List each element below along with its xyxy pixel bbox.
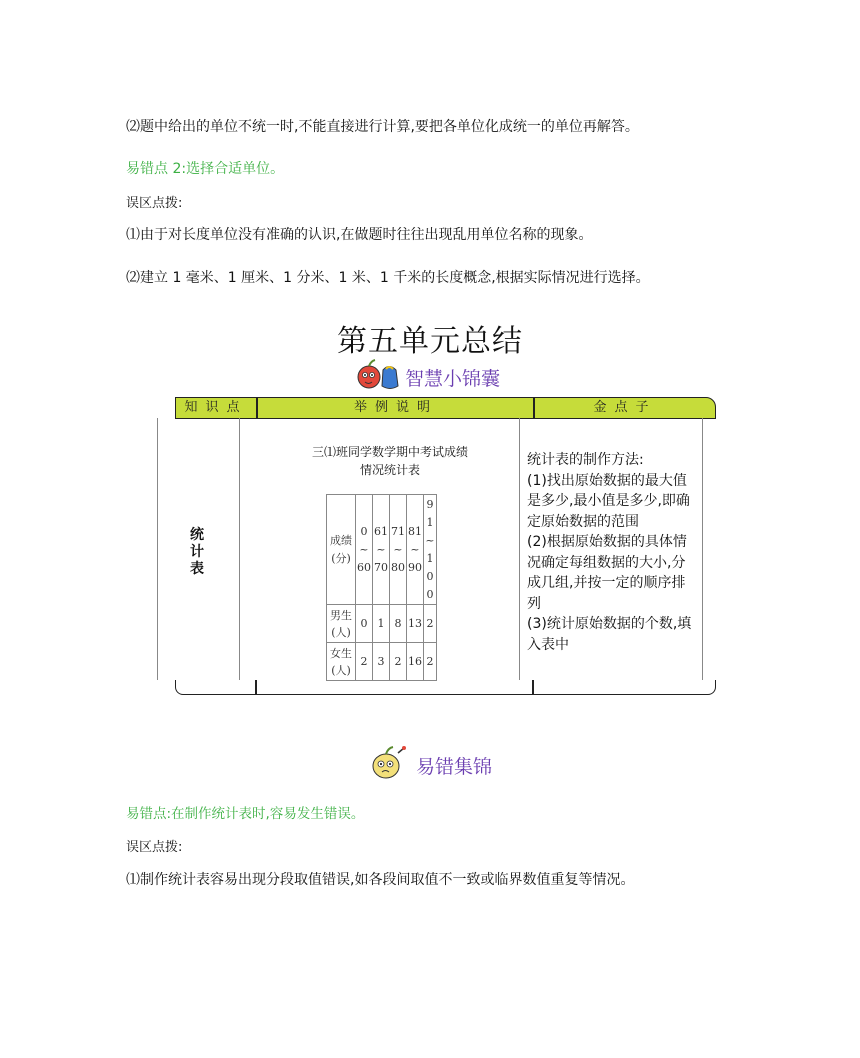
example-title-line-1: 三⑴班同学数学期中考试成绩 [311,445,468,459]
topic-label [185,527,209,578]
range-char: 0 [426,569,434,583]
column-line [702,418,703,680]
tips-text [527,450,699,655]
tip-line: ⑴制作统计表容易出现分段取值错误,如各段间取值不一致或临界数值重复等情况。 [126,872,635,888]
error-banner-text: 易错集锦 [416,755,493,778]
table-bottom-bracket [175,680,716,695]
table-cell: 2 [390,643,407,681]
range-char: ~ [376,542,386,556]
range-cell [407,495,424,605]
table-cell: 13 [407,605,424,643]
row-label: 女生(人) [327,643,356,681]
range-char: 90 [408,560,422,574]
tips-item: (2)根据原始数据的具体情况确定每组数据的大小,分成几组,并按一定的顺序排列 [527,534,687,612]
topic-char: 表 [190,561,204,577]
unit-title: 第五单元总结 [337,324,523,359]
row-header-score: 成绩(分) [327,495,356,605]
bracket-divider [255,680,257,694]
table-cell: 1 [373,605,390,643]
column-line [157,418,158,680]
tip-line-2: ⑵建立 1 毫米、1 厘米、1 分米、1 米、1 千米的长度概念,根据实际情况进行选择。 [126,270,650,286]
apple-mascot-icon [356,358,402,396]
mascot-icon [368,745,408,785]
range-char: ~ [393,542,403,556]
range-char: 0 [426,587,434,601]
error-point-2: 易错点 2:选择合适单位。 [126,161,285,177]
header-example: 举例说明 [353,400,438,415]
range-char: ~ [359,542,369,556]
tips-title: 统计表的制作方法: [527,452,644,468]
text-line: ⑵题中给出的单位不统一时,不能直接进行计算,要把各单位化成统一的单位再解答。 [126,119,639,135]
range-char: 9 [426,497,434,511]
topic-char: 统 [190,527,204,543]
table-cell: 2 [356,643,373,681]
range-char: ~ [425,533,435,547]
tips-item: (3)统计原始数据的个数,填入表中 [527,616,692,653]
wisdom-banner [356,358,500,396]
table-header [175,397,716,419]
tips-item: (1)找出原始数据的最大值是多少,最小值是多少,即确定原始数据的范围 [527,472,690,530]
column-line [239,418,240,680]
range-char: 70 [374,560,388,574]
table-cell: 8 [390,605,407,643]
table-row [327,605,437,643]
range-char: 80 [391,560,405,574]
range-cell [424,495,437,605]
range-char: ~ [410,542,420,556]
table-cell: 2 [424,643,437,681]
range-char: 1 [426,551,434,565]
statistics-table [326,494,437,681]
range-char: 1 [426,515,434,529]
tips-label: 误区点拨: [126,840,183,855]
example-title-line-2: 情况统计表 [359,463,420,477]
range-char: 61 [374,524,388,538]
table-row [327,643,437,681]
range-cell [356,495,373,605]
range-cell [373,495,390,605]
topic-char: 计 [190,544,204,560]
table-cell: 0 [356,605,373,643]
range-char: 0 [360,524,368,538]
table-cell: 3 [373,643,390,681]
range-char: 71 [391,524,405,538]
wisdom-banner-text: 智慧小锦囊 [405,367,501,390]
table-cell: 2 [424,605,437,643]
error-point: 易错点:在制作统计表时,容易发生错误。 [126,806,365,822]
tips-label: 误区点拨: [126,196,183,211]
range-char: 81 [408,524,422,538]
header-tips: 金点子 [593,400,657,415]
header-knowledge: 知识点 [184,400,248,415]
bracket-divider [532,680,534,694]
range-char: 60 [357,560,371,574]
row-label: 男生(人) [327,605,356,643]
error-banner [368,745,492,785]
table-row [327,495,437,605]
range-cell [390,495,407,605]
table-cell: 16 [407,643,424,681]
tip-line-1: ⑴由于对长度单位没有准确的认识,在做题时往往出现乱用单位名称的现象。 [126,227,593,243]
